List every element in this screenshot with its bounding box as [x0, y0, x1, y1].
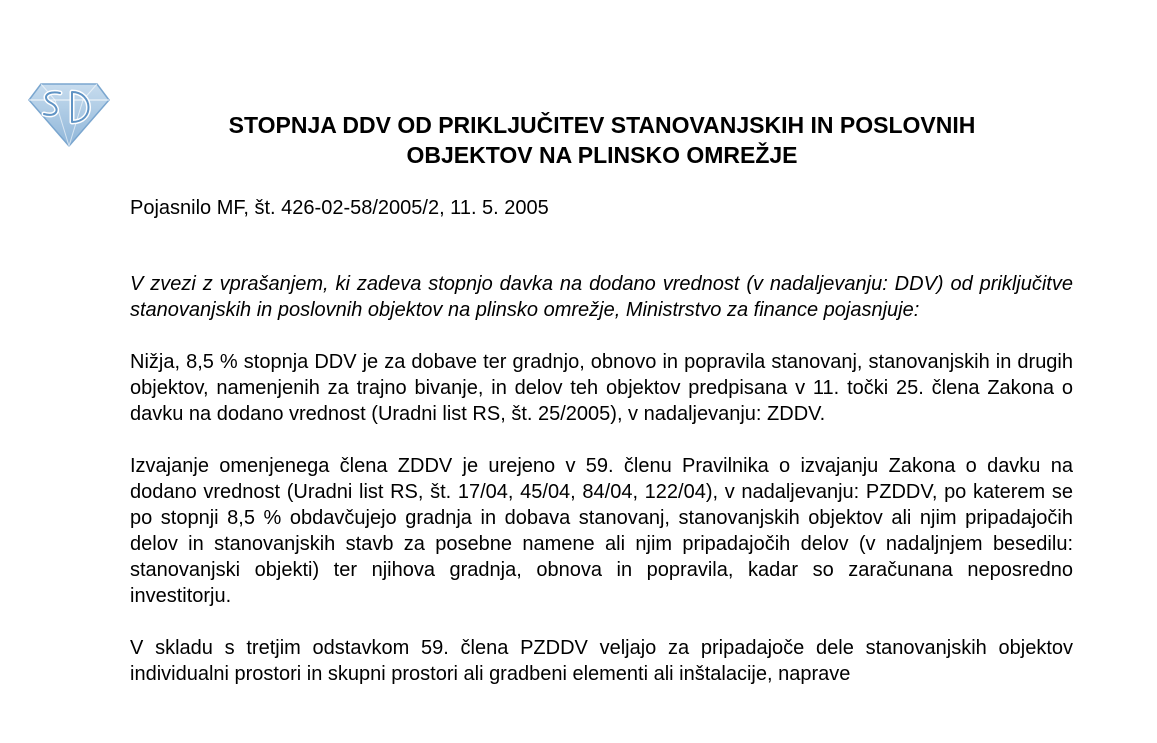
- document-title-line1: STOPNJA DDV OD PRIKLJUČITEV STANOVANJSKIH IN POSLOVNIH: [228, 112, 976, 138]
- body-paragraph: Nižja, 8,5 % stopnja DDV je za dobave ter gradnjo, obnovo in popravila stanovanj, stanovanjskih in drugih objektov, namenjenih za trajno bivanje, in delov teh objektov predpisana v 11. točki 25. člena Zakona o davku na dodano vrednost (Uradni list RS, št. 25/2005), v nadaljevanju: ZDDV.: [130, 351, 1073, 425]
- document-title: [130, 110, 1074, 170]
- body-paragraph: Izvajanje omenjenega člena ZDDV je urejeno v 59. členu Pravilnika o izvajanju Zakona o davku na dodano vrednost (Uradni list RS, št. 17/04, 45/04, 84/04, 122/04), v nadaljevanju: PZDDV, po katerem se po stopnji 8,5 % obdavčujejo gradnja in dobava stanovanj, stanovanjskih objektov ali njim pripadajočih delov in stanovanjskih stavb za posebne namene ali njim pripadajočih delov (v nadaljnjem besedilu: stanovanjski objekti) ter njihova gradnja, obnova in popravila, kadar so zaračunana neposredno investitorju.: [130, 455, 1073, 607]
- body-paragraph: V skladu s tretjim odstavkom 59. člena PZDDV veljajo za pripadajoče dele stanovanjskih objektov individualni prostori in skupni prostori ali gradbeni elementi ali inštalacije, naprave: [130, 637, 1073, 685]
- document-title-line2: OBJEKTOV NA PLINSKO OMREŽJE: [406, 142, 798, 168]
- document-body: [130, 271, 1073, 713]
- sd-logo-icon: [27, 76, 111, 148]
- document-reference: Pojasnilo MF, št. 426-02-58/2005/2, 11. 5. 2005: [130, 197, 549, 219]
- intro-paragraph: V zvezi z vprašanjem, ki zadeva stopnjo davka na dodano vrednost (v nadaljevanju: DDV) od priključitve stanovanjskih in poslovnih objektov na plinsko omrežje, Ministrstvo za finance pojasnjuje:: [130, 273, 1073, 321]
